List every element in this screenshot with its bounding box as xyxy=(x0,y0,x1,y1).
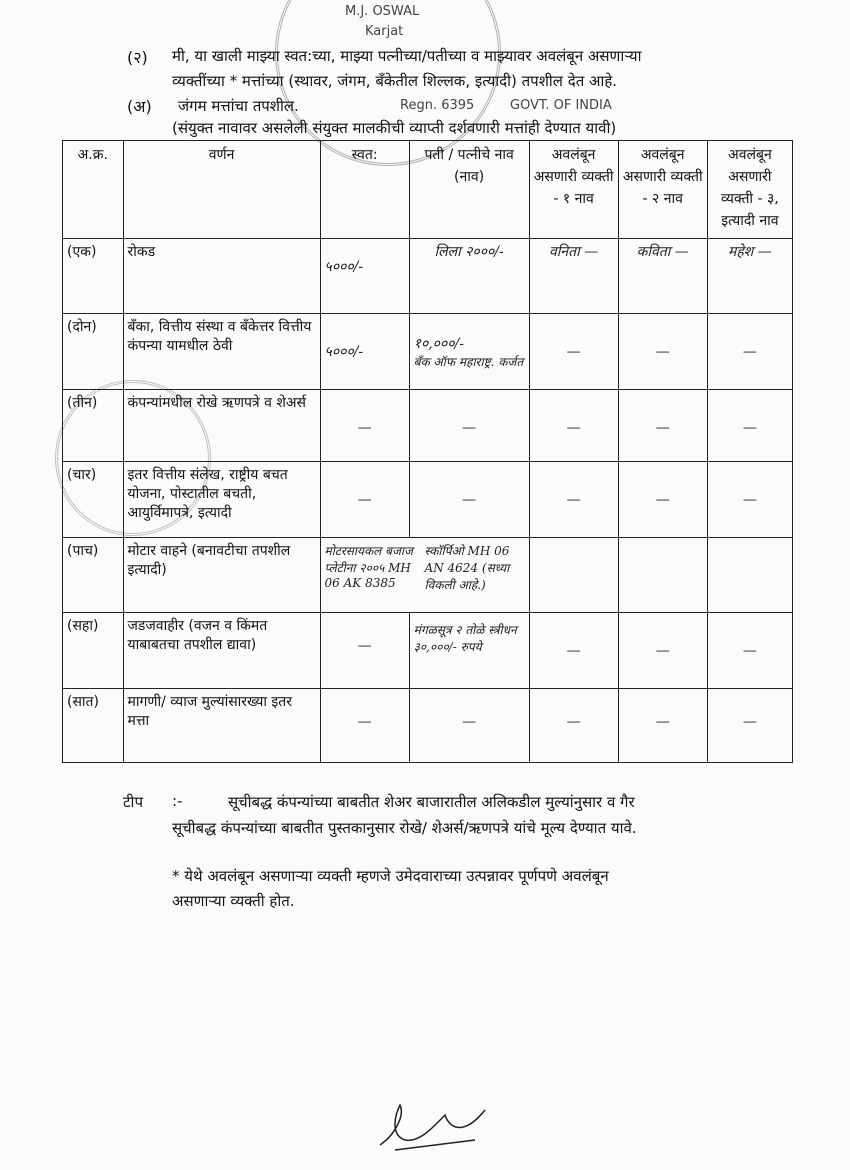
spouse-value xyxy=(409,314,529,390)
dependent-3-value: — xyxy=(707,314,792,390)
self-vehicle: मोटरसायकल बजाज प्लेटीना २००५ MH 06 AK 8385 xyxy=(324,544,413,590)
footnote-line-2: असणाऱ्या व्यक्ती होत. xyxy=(172,892,295,910)
dependent-3-value: — xyxy=(707,462,792,538)
dependent-1-value: — xyxy=(529,613,618,689)
movable-assets-table xyxy=(62,140,793,763)
subsection-note: (संयुक्त नावावर असलेली संयुक्त मालकीची व्याप्ती दर्शवणारी मत्तांही देण्यात यावी) xyxy=(172,119,617,137)
table-row xyxy=(63,613,793,689)
vehicle-details xyxy=(320,538,529,613)
header-dependent-3: अवलंबून असणारी व्यक्ती - ३, इत्यादी नाव xyxy=(707,141,792,239)
dependent-2-value: — xyxy=(618,390,707,462)
table-row xyxy=(63,689,793,763)
row-number: (एक) xyxy=(63,239,124,314)
dependent-2-value: — xyxy=(618,462,707,538)
row-description: मागणी/ व्याज मुल्यांसारख्या इतर मत्ता xyxy=(123,689,320,763)
header-serial: अ.क्र. xyxy=(63,141,124,239)
dependent-1-value: — xyxy=(529,390,618,462)
self-value: — xyxy=(320,689,409,763)
spouse-value: — xyxy=(409,390,529,462)
spouse-amount: १०,०००/- xyxy=(413,336,464,352)
intro-line-1: मी, या खाली माझ्या स्वत:च्या, माझ्या पत्नीच्या/पतीच्या व माझ्यावर अवलंबून असणाऱ्या xyxy=(172,47,642,65)
dependent-2-value: — xyxy=(618,613,707,689)
self-value: — xyxy=(320,462,409,538)
row-number: (सहा) xyxy=(63,613,124,689)
row-description: जडजवाहीर (वजन व किंमत याबाबतचा तपशील द्यावा) xyxy=(123,613,320,689)
dependent-3-value: महेश — xyxy=(707,239,792,314)
section-number: (२) xyxy=(127,48,148,67)
dependent-1-value: वनिता — xyxy=(529,239,618,314)
spouse-value: — xyxy=(409,462,529,538)
table-row xyxy=(63,314,793,390)
dependent-3-value: — xyxy=(707,613,792,689)
dependent-2-value: — xyxy=(618,314,707,390)
subsection-number: (अ) xyxy=(127,97,152,116)
dependent-3-value: — xyxy=(707,689,792,763)
stamp-reg: Regn. 6395 xyxy=(400,98,475,113)
row-description: रोकड xyxy=(123,239,320,314)
row-description: बँका, वित्तीय संस्था व बँकेत्तर वित्तीय कंपन्या यामधील ठेवी xyxy=(123,314,320,390)
header-dependent-2: अवलंबून असणारी व्यक्ती - २ नाव xyxy=(618,141,707,239)
header-description: वर्णन xyxy=(123,141,320,239)
note-label: टीप xyxy=(123,793,143,811)
table-row xyxy=(63,390,793,462)
spouse-value: मंगळसूत्र २ तोळे स्त्रीधन ३०,०००/- रुपये xyxy=(409,613,529,689)
row-description: इतर वित्तीय संलेख, राष्ट्रीय बचत योजना, पोस्टातील बचती, आयुर्विमापत्रे, इत्यादी xyxy=(123,462,320,538)
spouse-value: — xyxy=(409,689,529,763)
dependent-1-value: — xyxy=(529,689,618,763)
stamp-name: M.J. OSWAL xyxy=(345,4,420,19)
subsection-title: जंगम मत्तांचा तपशील. xyxy=(178,97,299,115)
table-row xyxy=(63,239,793,314)
intro-line-2: व्यक्तींच्या * मत्तांच्या (स्थावर, जंगम, बँकेतील शिल्लक, इत्यादी) तपशील देत आहे. xyxy=(172,72,618,90)
stamp-place: Karjat xyxy=(365,24,404,39)
row-number: (पाच) xyxy=(63,538,124,613)
table-row xyxy=(63,462,793,538)
row-number: (चार) xyxy=(63,462,124,538)
row-number: (दोन) xyxy=(63,314,124,390)
dependent-3-value xyxy=(707,538,792,613)
dependent-1-value: — xyxy=(529,462,618,538)
row-description: मोटार वाहने (बनावटीचा तपशील इत्यादी) xyxy=(123,538,320,613)
row-number: (सात) xyxy=(63,689,124,763)
dependent-1-value xyxy=(529,538,618,613)
stamp-govt: GOVT. OF INDIA xyxy=(510,98,612,113)
table-header-row xyxy=(63,141,793,239)
note-separator: :- xyxy=(172,792,183,810)
header-self: स्वत: xyxy=(320,141,409,239)
self-value: — xyxy=(320,613,409,689)
note-line-2: सूचीबद्ध कंपन्यांच्या बाबतीत पुस्तकानुसार रोखे/ शेअर्स/ऋणपत्रे यांचे मूल्य देण्यात यावे. xyxy=(172,819,637,837)
dependent-1-value: — xyxy=(529,314,618,390)
self-value: ५०००/- xyxy=(320,314,409,390)
spouse-value: लिला २०००/- xyxy=(409,239,529,314)
dependent-2-value: — xyxy=(618,689,707,763)
spouse-vehicle: स्कॉर्पिओ MH 06 AN 4624 (सध्या विकली आहे.) xyxy=(424,544,510,592)
header-dependent-1: अवलंबून असणारी व्यक्ती - १ नाव xyxy=(529,141,618,239)
note-line-1: सूचीबद्ध कंपन्यांच्या बाबतीत शेअर बाजारातील अलिकडील मुल्यांनुसार व गैर xyxy=(228,793,635,811)
bank-name-note: बँक ऑफ महाराष्ट्र. कर्जत xyxy=(413,355,524,369)
self-value: ५०००/- xyxy=(320,239,409,314)
dependent-3-value: — xyxy=(707,390,792,462)
header-spouse: पती / पत्नीचे नाव (नाव) xyxy=(409,141,529,239)
row-number: (तीन) xyxy=(63,390,124,462)
table-row xyxy=(63,538,793,613)
self-value: — xyxy=(320,390,409,462)
footnote-line-1: * येथे अवलंबून असणाऱ्या व्यक्ती म्हणजे उमेदवाराच्या उत्पन्नावर पूर्णपणे अवलंबून xyxy=(172,867,609,885)
dependent-2-value: कविता — xyxy=(618,239,707,314)
signature xyxy=(375,1095,495,1155)
dependent-2-value xyxy=(618,538,707,613)
row-description: कंपन्यांमधील रोखे ऋणपत्रे व शेअर्स xyxy=(123,390,320,462)
